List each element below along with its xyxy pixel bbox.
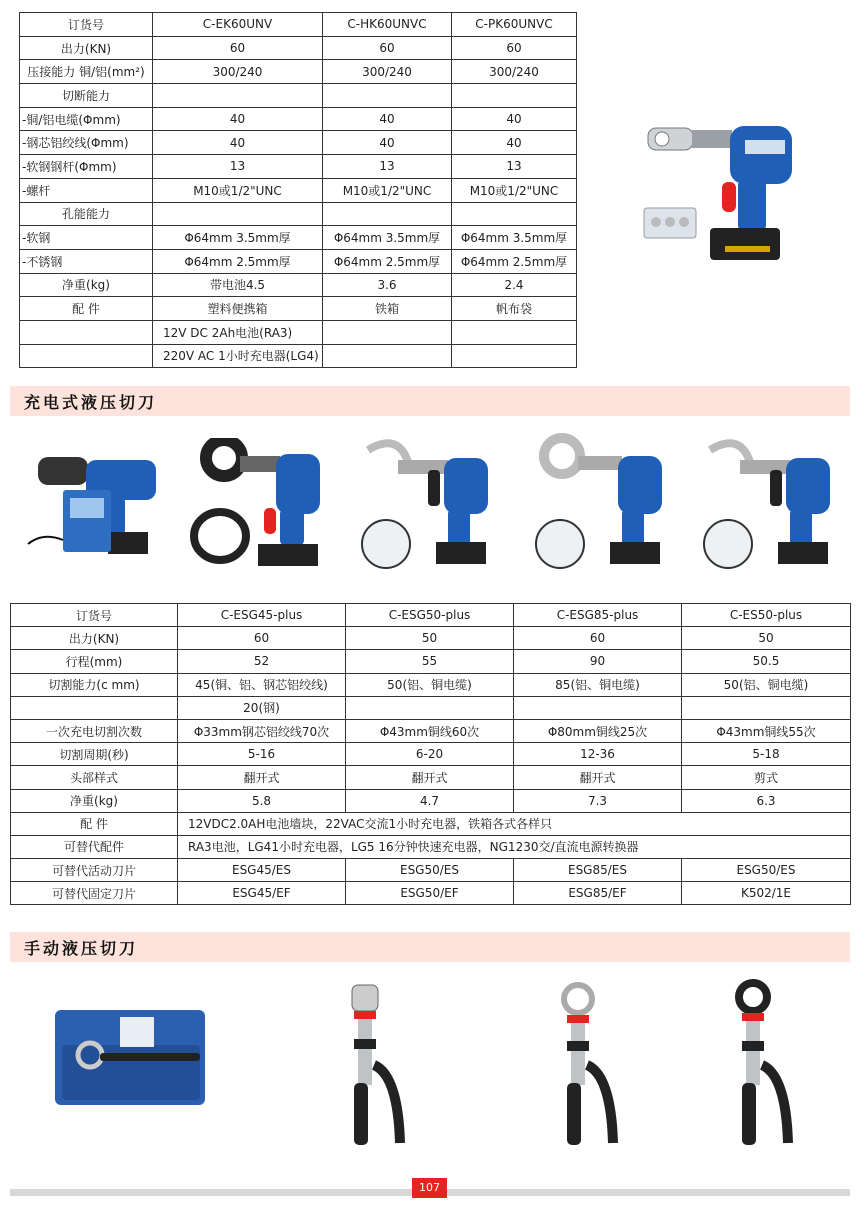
value-cell: 60 — [452, 36, 577, 60]
value-cell — [452, 84, 577, 108]
value-cell: 60 — [323, 36, 452, 60]
value-cell: M10或1/2"UNC — [323, 178, 452, 202]
row-label: 一次充电切割次数 — [11, 719, 178, 742]
row-label: 可替代配件 — [11, 835, 178, 858]
value-cell: 6.3 — [682, 789, 851, 812]
header-cell: C-EK60UNV — [153, 13, 323, 37]
section-band-manual-cutters — [10, 932, 850, 962]
cutter-image-2 — [188, 438, 338, 570]
value-cell: 50(铝、铜电缆) — [682, 673, 851, 696]
table-row — [20, 131, 577, 155]
value-cell: 翻开式 — [514, 766, 682, 789]
value-cell: 300/240 — [323, 60, 452, 84]
value-cell: 3.6 — [323, 273, 452, 297]
row-label: 出力(KN) — [11, 627, 178, 650]
value-cell: 翻开式 — [346, 766, 514, 789]
table-header-row — [20, 13, 577, 37]
row-label: 可替代固定刀片 — [11, 882, 178, 905]
manual-cutter-case-image — [50, 1005, 210, 1110]
table-row — [11, 650, 851, 673]
value-cell — [323, 84, 452, 108]
row-label: -软钢钢杆(Φmm) — [20, 155, 153, 179]
table-row — [20, 249, 577, 273]
header-cell: C-ESG45-plus — [178, 604, 346, 627]
value-cell — [153, 84, 323, 108]
table-row — [20, 60, 577, 84]
cutter-image-5 — [700, 432, 850, 572]
value-cell — [346, 696, 514, 719]
value-cell — [323, 344, 452, 368]
value-cell: Φ80mm铜线25次 — [514, 719, 682, 742]
row-label — [20, 344, 153, 368]
value-cell: 45(铜、铝、钢芯铝绞线) — [178, 673, 346, 696]
row-label: 净重(kg) — [20, 273, 153, 297]
value-cell: Φ64mm 3.5mm厚 — [452, 226, 577, 250]
value-cell: 40 — [153, 107, 323, 131]
value-cell: 40 — [452, 107, 577, 131]
table-row — [11, 812, 851, 835]
header-cell: C-ESG85-plus — [514, 604, 682, 627]
header-cell: C-PK60UNVC — [452, 13, 577, 37]
value-cell: Φ64mm 2.5mm厚 — [452, 249, 577, 273]
header-cell: 订货号 — [20, 13, 153, 37]
table-row — [11, 719, 851, 742]
value-cell: Φ64mm 2.5mm厚 — [153, 249, 323, 273]
value-cell: 50(铝、铜电缆) — [346, 673, 514, 696]
value-cell — [452, 320, 577, 344]
row-label — [20, 320, 153, 344]
value-cell: K502/1E — [682, 882, 851, 905]
value-cell: 20(钢) — [178, 696, 346, 719]
table-row — [20, 155, 577, 179]
value-cell: Φ43mm铜线60次 — [346, 719, 514, 742]
row-label — [11, 696, 178, 719]
accessories-cell: 12VDC2.0AH电池墙块，22VAC交流1小时充电器，铁箱各式各样只 — [178, 812, 851, 835]
battery-crimper-image — [630, 108, 805, 268]
value-cell: 5.8 — [178, 789, 346, 812]
row-label: 切割周期(秒) — [11, 743, 178, 766]
value-cell: 4.7 — [346, 789, 514, 812]
value-cell: ESG85/ES — [514, 859, 682, 882]
table-row — [20, 320, 577, 344]
value-cell: 52 — [178, 650, 346, 673]
table-row — [20, 297, 577, 321]
row-label: 配 件 — [11, 812, 178, 835]
value-cell — [452, 202, 577, 226]
value-cell: 帆布袋 — [452, 297, 577, 321]
table-row — [20, 344, 577, 368]
value-cell — [323, 320, 452, 344]
value-cell: ESG85/EF — [514, 882, 682, 905]
section-title: 手动液压切刀 — [24, 939, 139, 958]
cutter-image-4 — [532, 432, 682, 572]
table-row — [11, 789, 851, 812]
value-cell: 40 — [452, 131, 577, 155]
value-cell: 220V AC 1小时充电器(LG4) — [153, 344, 323, 368]
value-cell: Φ64mm 3.5mm厚 — [323, 226, 452, 250]
row-label: 行程(mm) — [11, 650, 178, 673]
value-cell: 6-20 — [346, 743, 514, 766]
spec-table-battery-cutters — [10, 603, 851, 905]
value-cell: 5-18 — [682, 743, 851, 766]
value-cell: ESG45/ES — [178, 859, 346, 882]
section-title: 充电式液压切刀 — [24, 393, 158, 412]
value-cell: Φ64mm 2.5mm厚 — [323, 249, 452, 273]
row-label: -钢芯铝绞线(Φmm) — [20, 131, 153, 155]
value-cell: 12-36 — [514, 743, 682, 766]
value-cell: 300/240 — [452, 60, 577, 84]
value-cell: M10或1/2"UNC — [452, 178, 577, 202]
cutter-image-3 — [358, 432, 508, 572]
table-row — [20, 202, 577, 226]
value-cell: 铁箱 — [323, 297, 452, 321]
table-row — [11, 696, 851, 719]
cutter-image-1 — [18, 452, 168, 567]
page-number: 107 — [412, 1178, 447, 1198]
value-cell — [452, 344, 577, 368]
header-cell: C-HK60UNVC — [323, 13, 452, 37]
manual-cutter-image-1 — [340, 975, 420, 1150]
row-label: 切割能力(c mm) — [11, 673, 178, 696]
header-cell: C-ES50-plus — [682, 604, 851, 627]
value-cell: M10或1/2"UNC — [153, 178, 323, 202]
row-label: 切断能力 — [20, 84, 153, 108]
value-cell: ESG50/ES — [682, 859, 851, 882]
value-cell: 50.5 — [682, 650, 851, 673]
value-cell: ESG45/EF — [178, 882, 346, 905]
value-cell: 60 — [153, 36, 323, 60]
value-cell: 50 — [682, 627, 851, 650]
table-row — [11, 835, 851, 858]
row-label: -软钢 — [20, 226, 153, 250]
value-cell: 40 — [323, 107, 452, 131]
table-row — [20, 84, 577, 108]
value-cell: 90 — [514, 650, 682, 673]
value-cell: 翻开式 — [178, 766, 346, 789]
row-label: 压接能力 铜/铝(mm²) — [20, 60, 153, 84]
value-cell: 12V DC 2Ah电池(RA3) — [153, 320, 323, 344]
value-cell: 塑料便携箱 — [153, 297, 323, 321]
row-label: 净重(kg) — [11, 789, 178, 812]
value-cell: Φ43mm铜线55次 — [682, 719, 851, 742]
table-header-row — [11, 604, 851, 627]
row-label: 出力(KN) — [20, 36, 153, 60]
row-label: 孔能能力 — [20, 202, 153, 226]
section-band-battery-cutters — [10, 386, 850, 416]
value-cell: 60 — [514, 627, 682, 650]
value-cell: 40 — [323, 131, 452, 155]
value-cell: 40 — [153, 131, 323, 155]
value-cell: 60 — [178, 627, 346, 650]
manual-cutter-image-2 — [553, 975, 633, 1150]
row-label: 配 件 — [20, 297, 153, 321]
row-label: -铜/铝电缆(Φmm) — [20, 107, 153, 131]
row-label: 可替代活动刀片 — [11, 859, 178, 882]
table-row — [11, 673, 851, 696]
header-cell: C-ESG50-plus — [346, 604, 514, 627]
value-cell: 带电池4.5 — [153, 273, 323, 297]
row-label: 头部样式 — [11, 766, 178, 789]
value-cell: 5-16 — [178, 743, 346, 766]
value-cell: Φ64mm 3.5mm厚 — [153, 226, 323, 250]
table-row — [11, 743, 851, 766]
table-row — [20, 107, 577, 131]
table-row — [11, 882, 851, 905]
value-cell — [514, 696, 682, 719]
value-cell — [323, 202, 452, 226]
value-cell: 剪式 — [682, 766, 851, 789]
table-row — [20, 36, 577, 60]
header-cell: 订货号 — [11, 604, 178, 627]
value-cell: 7.3 — [514, 789, 682, 812]
value-cell: 13 — [323, 155, 452, 179]
value-cell: ESG50/ES — [346, 859, 514, 882]
row-label: -螺杆 — [20, 178, 153, 202]
spec-table-crimpers — [19, 12, 577, 368]
value-cell: 2.4 — [452, 273, 577, 297]
value-cell — [682, 696, 851, 719]
table-row — [11, 766, 851, 789]
value-cell — [153, 202, 323, 226]
value-cell: 300/240 — [153, 60, 323, 84]
manual-cutter-image-3 — [728, 975, 808, 1150]
value-cell: 85(铝、铜电缆) — [514, 673, 682, 696]
table-row — [11, 627, 851, 650]
value-cell: 50 — [346, 627, 514, 650]
value-cell: 13 — [153, 155, 323, 179]
value-cell: Φ33mm钢芯铝绞线70次 — [178, 719, 346, 742]
table-row — [20, 273, 577, 297]
table-row — [20, 226, 577, 250]
value-cell: 55 — [346, 650, 514, 673]
table-row — [11, 859, 851, 882]
value-cell: 13 — [452, 155, 577, 179]
table-row — [20, 178, 577, 202]
alt-parts-cell: RA3电池，LG41小时充电器，LG5 16分钟快速充电器，NG1230交/直流电源转换器 — [178, 835, 851, 858]
value-cell: ESG50/EF — [346, 882, 514, 905]
row-label: -不锈钢 — [20, 249, 153, 273]
